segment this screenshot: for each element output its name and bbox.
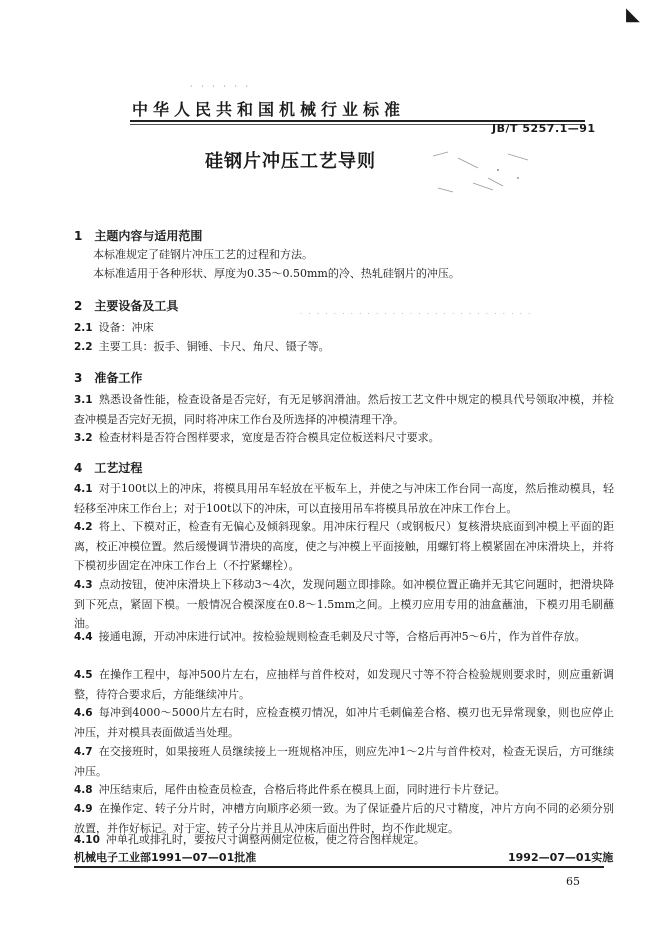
item-3-1: [74, 390, 614, 429]
section-heading-1: 1 主题内容与适用范围: [74, 229, 203, 243]
section-1-para-2: 本标准适用于各种形状、厚度为0.35～0.50mm的冷、热轧硅钢片的冲压。: [93, 267, 460, 280]
item-number: 4.9: [74, 803, 93, 815]
section-1-para-1: 本标准规定了硅钢片冲压工艺的过程和方法。: [93, 248, 313, 261]
item-number: 4.2: [74, 521, 93, 533]
section-heading-4: 4 工艺过程: [74, 461, 143, 475]
document-title: 硅钢片冲压工艺导则: [205, 151, 376, 172]
item-4-4: [74, 627, 614, 647]
item-2-1: [74, 318, 154, 338]
section-heading-2: 2 主要设备及工具: [74, 299, 179, 313]
item-text: 点动按钮，使冲床滑块上下移动3～4次，发现问题立即排除。如冲模位置正确并无其它问题时，把滑块降到下死点，紧固下模。一般情况合模深度在0.8～1.5mm之间。上模刃应用专用的油盒蘸油，下模刃用毛刷蘸油。: [74, 578, 614, 631]
item-text: 冲压结束后，尾件由检查员检查，合格后将此件系在模具上面，同时进行卡片登记。: [98, 783, 506, 796]
item-4-5: [74, 665, 614, 704]
item-3-2: [74, 428, 614, 448]
item-number: 4.5: [74, 669, 93, 681]
item-text: 在操作工程中，每冲500片左右，应抽样与首件校对，如发现尺寸等不符合检验规则要求时，则应重新调整，待符合要求后，方能继续冲片。: [74, 668, 614, 702]
item-text: 检查材料是否符合图样要求，宽度是否符合模具定位板送料尺寸要求。: [98, 431, 440, 444]
item-text: 将上、下模对正，检查有无偏心及倾斜现象。用冲床行程尺（或钢板尺）复核滑块底面到冲模上平面的距离，校正冲模位置。然后缓慢调节滑块的高度，使之与冲模上平面接触，用螺钉将上模紧固在冲床滑块上，并将下模初步固定在冲床工作台上（不拧紧螺栓）。: [74, 520, 614, 573]
item-number: 2.1: [74, 322, 93, 334]
item-4-10: [74, 830, 614, 850]
effective-date: 1992—07—01实施: [508, 851, 614, 864]
item-4-6: [74, 703, 614, 742]
item-4-7: [74, 742, 614, 781]
page-number: 65: [566, 875, 580, 888]
standard-org-title: 中华人民共和国机械行业标准: [132, 100, 406, 119]
footer-rule: [74, 866, 604, 868]
item-text: 接通电源，开动冲床进行试冲。按检验规则检查毛刺及尺寸等，合格后再冲5～6片，作为首件存放。: [98, 630, 586, 643]
item-number: 4.10: [74, 834, 100, 846]
item-number: 4.1: [74, 483, 93, 495]
item-4-1: [74, 479, 614, 518]
item-text: 对于100t以上的冲床，将模具用吊车轻放在平板车上，并使之与冲床工作台同一高度，然后推动模具，轻轻移至冲床工作台上；对于100t以下的冲床，可以直接用吊车将模具吊放在冲床工作台上。: [74, 482, 614, 516]
faint-stamp: · · · · · ·: [190, 82, 251, 91]
item-number: 4.8: [74, 784, 93, 796]
item-number: 4.3: [74, 579, 93, 591]
item-number: 4.4: [74, 631, 93, 643]
item-text: 主要工具：扳手、铜锤、卡尺、角尺、镊子等。: [98, 340, 330, 353]
item-4-3: [74, 575, 614, 634]
item-text: 每冲到4000～5000片左右时，应检查模刃情况，如冲片毛刺偏差合格、模刃也无异常现象，则也应停止冲压，并对模具表面做适当处理。: [74, 706, 614, 740]
item-number: 3.2: [74, 432, 93, 444]
scan-smudge: [418, 148, 538, 196]
item-number: 4.6: [74, 707, 93, 719]
item-number: 2.2: [74, 341, 93, 353]
item-number: 3.1: [74, 394, 93, 406]
item-number: 4.7: [74, 746, 93, 758]
scan-noise: · · · · · · · · · · · · · · · · · · · · · · · · · · · ·: [300, 310, 533, 318]
section-heading-3: 3 准备工作: [74, 371, 143, 385]
item-text: 在交接班时，如果接班人员继续接上一班规格冲压，则应先冲1～2片与首件校对，检查无误后，方可继续冲压。: [74, 745, 614, 779]
item-2-2: [74, 337, 330, 357]
approval-date: 机械电子工业部1991—07—01批准: [74, 851, 257, 864]
item-4-8: [74, 780, 614, 800]
corner-mark-icon: ◣: [626, 4, 640, 25]
item-text: 冲单孔或排孔时，要按尺寸调整两侧定位板，使之符合图样规定。: [105, 833, 425, 846]
standard-code: JB/T 5257.1—91: [492, 122, 596, 135]
item-text: 熟悉设备性能，检查设备是否完好，有无足够润滑油。然后按工艺文件中规定的模具代号领取冲模，并检查冲模是否完好无损，同时将冲床工作台及所选择的冲模清理干净。: [74, 393, 614, 427]
item-text: 在操作定、转子分片时，冲槽方向顺序必须一致。为了保证叠片后的尺寸精度，冲片方向不同的必须分别放置，并作好标记。对于定、转子分片并且从冲床后面出件时，均不作此规定。: [74, 802, 614, 836]
item-text: 设备：冲床: [98, 321, 154, 334]
item-4-2: [74, 517, 614, 576]
